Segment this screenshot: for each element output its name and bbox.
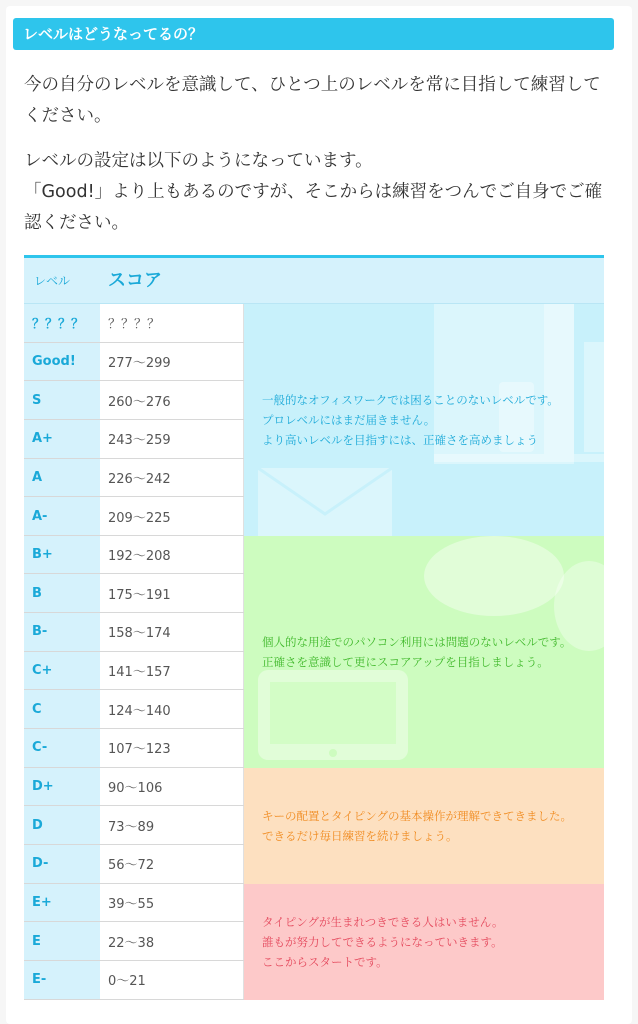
score-cell: 141〜157 [100,652,244,690]
band-intermediate-text: 個人的な用途でのパソコン利用には問題のないレベルです。 正確さを意識して更にスコアアップを目指しましょう。 [262,635,572,669]
level-cell: B+ [24,536,100,574]
table-row [24,420,244,459]
band-basic [244,768,604,884]
header-level: レベル [34,274,71,288]
table-row [24,304,244,343]
band-beginner-text: タイピングが生まれつきできる人はいません。 誰もが努力してできるようになっていきます。 ここからスタートです。 [262,915,504,969]
score-cell: 209〜225 [100,497,244,535]
level-cell: C- [24,729,100,767]
level-cell: D+ [24,768,100,806]
table-row [24,536,244,575]
score-cell: ？？？？ [100,304,244,342]
score-cell: 158〜174 [100,613,244,651]
band-advanced-text: 一般的なオフィスワークでは困ることのないレベルです。 プロレベルにはまだ届きません。 より高いレベルを目指すには、正確さを高めましょう [262,393,559,447]
score-cell: 124〜140 [100,690,244,728]
score-cell: 260〜276 [100,381,244,419]
band-beginner [244,884,604,1000]
table-row [24,574,244,613]
level-cell: E+ [24,884,100,922]
table-row [24,652,244,691]
level-cell: ？？？？ [24,304,100,342]
level-settings-paragraph: レベルの設定は以下のようになっています。 「Good!」より上もあるのですが、そこからは練習をつんでご自身でご確認ください。 [24,151,603,233]
score-cell: 192〜208 [100,536,244,574]
level-cell: S [24,381,100,419]
score-cell: 90〜106 [100,768,244,806]
level-cell: B [24,574,100,612]
table-row [24,729,244,768]
score-cell: 0〜21 [100,961,244,999]
score-cell: 73〜89 [100,806,244,844]
score-cell: 39〜55 [100,884,244,922]
score-cell: 56〜72 [100,845,244,883]
level-cell: Good! [24,343,100,381]
score-cell: 107〜123 [100,729,244,767]
table-row [24,922,244,961]
level-cell: B- [24,613,100,651]
level-cell: C+ [24,652,100,690]
table-row [24,690,244,729]
score-cell: 243〜259 [100,420,244,458]
table-row [24,381,244,420]
score-cell: 277〜299 [100,343,244,381]
table-row [24,768,244,807]
table-row [24,459,244,498]
level-cell: A [24,459,100,497]
table-rows [24,304,244,1000]
band-advanced [244,304,604,536]
band-basic-text: キーの配置とタイピングの基本操作が理解できてきました。 できるだけ毎日練習を続けましょう。 [262,809,573,843]
level-cell: E- [24,961,100,999]
intro-paragraph: 今の自分のレベルを意識して、ひとつ上のレベルを常に目指して練習してください。 [24,75,601,126]
table-row [24,343,244,382]
level-cell: A- [24,497,100,535]
table-row [24,613,244,652]
level-cell: D [24,806,100,844]
band-intermediate [244,536,604,768]
table-row [24,806,244,845]
table-header-row [24,258,604,304]
section-heading: レベルはどうなってるの？ [13,18,614,50]
table-row [24,845,244,884]
table-row [24,961,244,1000]
level-cell: D- [24,845,100,883]
level-score-table [24,255,604,1001]
table-row [24,497,244,536]
header-score: スコア [108,270,162,291]
score-cell: 226〜242 [100,459,244,497]
score-cell: 22〜38 [100,922,244,960]
table-row [24,884,244,923]
score-cell: 175〜191 [100,574,244,612]
level-cell: E [24,922,100,960]
level-cell: A+ [24,420,100,458]
level-cell: C [24,690,100,728]
